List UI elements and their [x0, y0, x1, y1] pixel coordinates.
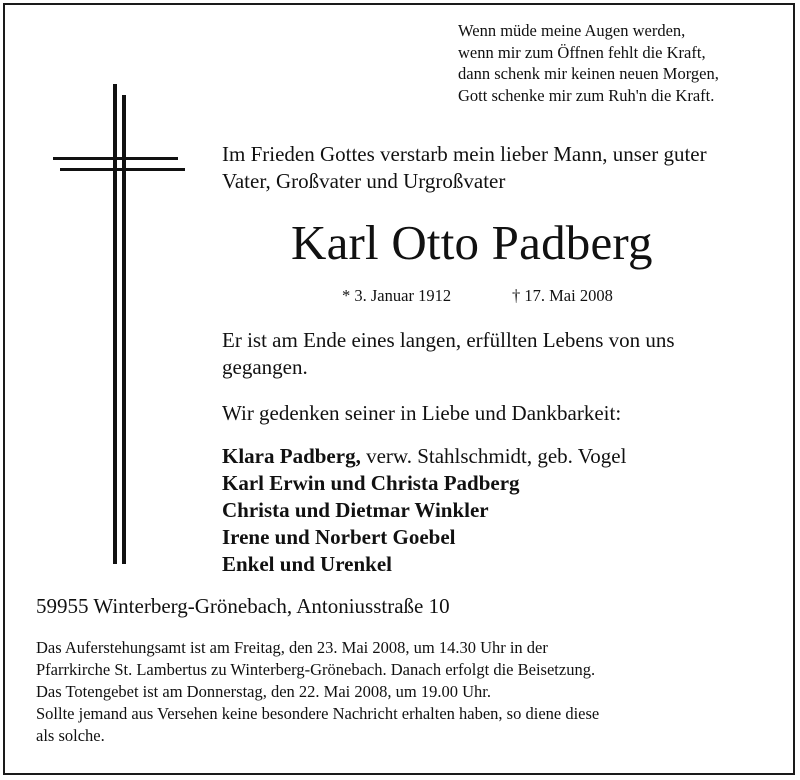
service-notice — [36, 637, 786, 747]
mourner-row — [222, 443, 792, 470]
poem-line: Gott schenke mir zum Ruh'n die Kraft. — [458, 86, 715, 106]
deceased-name: Karl Otto Padberg — [291, 215, 653, 270]
intro-line: Vater, Großvater und Urgroßvater — [222, 169, 506, 193]
notice-line: Sollte jemand aus Versehen keine besondere Nachricht erhalten haben, so diene diese — [36, 704, 600, 723]
mourner-row — [222, 470, 792, 497]
passing-line: gegangen. — [222, 355, 308, 379]
notice-line: Das Totengebet ist am Donnerstag, den 22. Mai 2008, um 19.00 Uhr. — [36, 682, 491, 701]
intro-line: Im Frieden Gottes verstarb mein lieber Mann, unser guter — [222, 142, 707, 166]
poem-line: wenn mir zum Öffnen fehlt die Kraft, — [458, 42, 706, 62]
cross-vertical-bar — [122, 95, 126, 564]
mourner-detail: verw. Stahlschmidt, geb. Vogel — [360, 444, 627, 468]
family-address: 59955 Winterberg-Grönebach, Antoniusstraße 10 — [36, 594, 450, 618]
remembrance-line: Wir gedenken seiner in Liebe und Dankbarkeit: — [222, 401, 622, 425]
passing-text — [222, 327, 792, 381]
notice-line: Das Auferstehungsamt ist am Freitag, den 23. Mai 2008, um 14.30 Uhr in der — [36, 638, 548, 657]
death-date: † 17. Mai 2008 — [512, 286, 613, 305]
mourner-row — [222, 551, 792, 578]
poem-line: dann schenk mir keinen neuen Morgen, — [458, 64, 719, 84]
cross-vertical-bar — [113, 84, 117, 564]
poem-line: Wenn müde meine Augen werden, — [458, 21, 686, 40]
passing-line: Er ist am Ende eines langen, erfüllten Lebens von uns — [222, 328, 675, 352]
mourners-list — [222, 443, 792, 578]
notice-line: Pfarrkirche St. Lambertus zu Winterberg-Grönebach. Danach erfolgt die Beisetzung. — [36, 660, 596, 679]
mourner-name: Enkel und Urenkel — [222, 552, 392, 576]
mourner-name: Karl Erwin und Christa Padberg — [222, 471, 520, 495]
mourner-name: Irene und Norbert Goebel — [222, 525, 456, 549]
mourner-row — [222, 524, 792, 551]
mourner-row — [222, 497, 792, 524]
mourner-name: Klara Padberg, — [222, 444, 361, 468]
intro-text — [222, 141, 792, 195]
mourner-name: Christa und Dietmar Winkler — [222, 498, 489, 522]
birth-date: * 3. Januar 1912 — [342, 286, 452, 305]
notice-line: als solche. — [36, 726, 105, 745]
cross-horizontal-bar — [60, 168, 185, 171]
cross-horizontal-bar — [53, 157, 178, 160]
